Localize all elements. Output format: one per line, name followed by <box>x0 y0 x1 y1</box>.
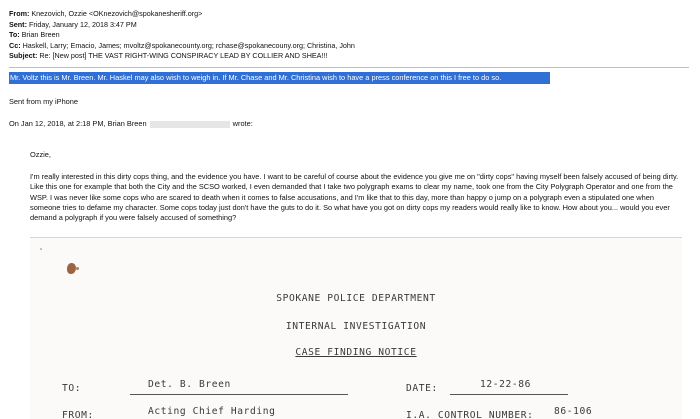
sent-from-line: Sent from my iPhone <box>9 97 79 106</box>
subject-value: Re: [New post] THE VAST RIGHT-WING CONSPIRACY LEAD BY COLLIER AND SHEA!!! <box>39 51 328 61</box>
quote-intro-text: On Jan 12, 2018, at 2:18 PM, Brian Breen <box>9 119 147 128</box>
to-row <box>9 30 355 41</box>
subject-row <box>9 51 355 62</box>
ia-control-value: 86-106 <box>554 406 593 417</box>
coffee-stain <box>67 263 76 274</box>
to-underline <box>130 394 348 395</box>
cc-value: Haskell, Larry; Emacio, James; mvoltz@spokanecounty.org; rchase@spokanecouny.org; Christina, John <box>22 40 355 50</box>
scanned-case-notice <box>30 237 682 419</box>
redacted-email <box>150 121 230 128</box>
sent-label: Sent: <box>9 19 27 29</box>
sent-row <box>9 20 355 31</box>
cc-label: Cc: <box>9 40 21 50</box>
message-body: I'm really interested in this dirty cops thing, and the evidence you have. I want to be careful of course about the evidence you give me on "dirty cops" having myself been falsely accused of being dirty. Like this one for example that both the City and the SCSO worked, I even demanded that I take two polygraph exams to clear my name, took one from the City Polygraph Operator and one from the WSP. I was never like some cops who are scared to death when it comes to false accusations, and I'm like that to this day, more than happy o jump on a polygraph even a stipulated one when someone tries to defame my character. Some cops today just don't have the guts to do it. So what have you got on dirty cops my readers would really like to know. How about you... would you ever demand a polygraph if you were falsely accused of something? <box>30 172 679 223</box>
from-row <box>9 9 355 20</box>
to-field-value: Det. B. Breen <box>148 379 231 390</box>
stain-dot <box>76 267 79 270</box>
to-field-label: TO: <box>62 383 82 394</box>
stain-speck <box>40 248 42 250</box>
from-value: Knezovich, Ozzie <OKnezovich@spokanesheriff.org> <box>31 9 203 18</box>
quote-intro <box>9 119 253 130</box>
from-field-label: FROM: <box>62 410 94 419</box>
department-heading: SPOKANE POLICE DEPARTMENT <box>276 293 436 304</box>
subject-label: Subject: <box>9 51 38 61</box>
date-field-value: 12-22-86 <box>480 379 532 390</box>
quote-intro-wrote: wrote: <box>232 119 253 128</box>
date-underline <box>450 394 568 395</box>
ia-control-label: I.A. CONTROL NUMBER: <box>406 410 534 419</box>
selected-text[interactable]: Mr. Voltz this is Mr. Breen. Mr. Haskel may also wish to weigh in. If Mr. Chase and Mr. Christina wish to have a press conference on this I free to do so. <box>9 72 550 84</box>
notice-heading: CASE FINDING NOTICE <box>295 347 417 358</box>
from-field-value: Acting Chief Harding <box>148 406 276 417</box>
email-header <box>9 9 355 62</box>
date-field-label: DATE: <box>406 383 438 394</box>
investigation-heading: INTERNAL INVESTIGATION <box>285 321 427 332</box>
sent-value: Friday, January 12, 2018 3:47 PM <box>28 19 137 29</box>
greeting: Ozzie, <box>30 150 51 159</box>
to-label: To: <box>9 30 20 40</box>
cc-row <box>9 41 355 52</box>
from-label: From: <box>9 9 30 18</box>
to-value: Brian Breen <box>21 30 60 40</box>
header-divider <box>9 67 689 68</box>
